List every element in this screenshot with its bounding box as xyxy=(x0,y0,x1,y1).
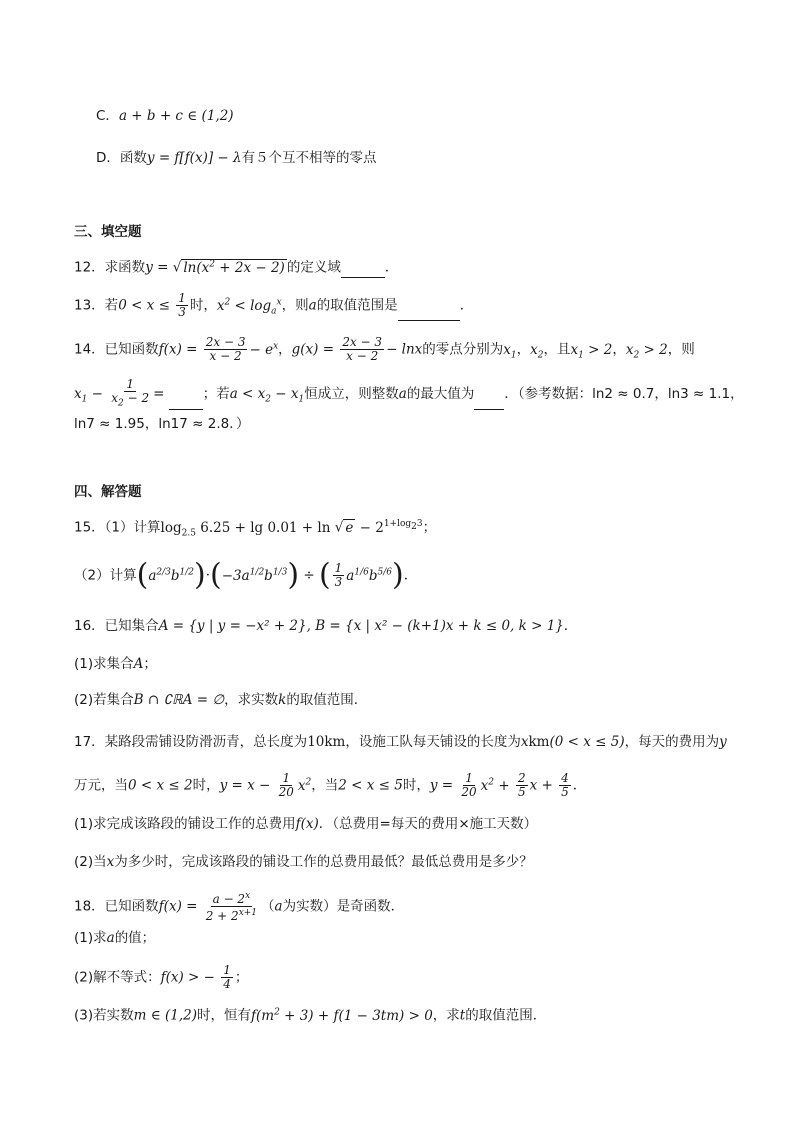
option-d: D．函数y = f[f(x)] − λ有５个互不相等的零点 xyxy=(96,150,377,166)
question-18: 18．已知函数f(x) = $\frac{a - 2^x}{2 + 2^{x+1}}$ （a为实数）是奇函数． xyxy=(74,891,405,923)
question-18-sub-1: (1)求a的值； xyxy=(74,930,156,946)
question-16-sub-1: (1)求集合A； xyxy=(74,656,157,672)
answer-blank xyxy=(169,395,203,410)
answer-blank xyxy=(341,263,385,278)
question-18-sub-2: (2)解不等式：f(x) > − $\frac{1}{4}$ ； xyxy=(74,963,249,991)
answer-blank xyxy=(474,395,504,410)
option-c: C．a + b + c ∈ (1,2) xyxy=(96,108,234,124)
question-16-sub-2: (2)若集合B ∩ ∁ℝA = ∅，求实数k的取值范围． xyxy=(74,692,368,708)
question-17-line-2: 万元，当0 < x ≤ 2时，y = x − $\frac{1}{20}$ $x^2$，当2 < x ≤ 5时，y = $\frac{1}{20}$ $x^2$ + $\frac{2}{5}$ x + $\frac{4}{5}$ . xyxy=(74,771,578,799)
answer-blank xyxy=(398,306,460,321)
question-17-sub-2: (2)当x为多少时，完成该路段的铺设工作的总费用最低？最低总费用是多少？ xyxy=(74,854,533,870)
question-17-sub-1: (1)求完成该路段的铺设工作的总费用f(x)．（总费用=每天的费用×施工天数） xyxy=(74,816,538,832)
question-15-part-1: 15．（1）计算$\log_{2.5} 6.25 + \lg 0.01 + \ln$ √ $e - 2^{1+log_23}$； xyxy=(74,519,437,539)
question-14-line-3: ln7 ≈ 1.95，ln17 ≈ 2.8．） xyxy=(74,416,250,432)
question-15-part-2: （2）计算$(a^{2/3}b^{1/2})\cdot(-3a^{1/2}b^{1/3})$ ÷ ( $\frac{1}{3}$ $a^{1/6}b^{5/6}$). xyxy=(74,557,408,593)
section-4-title: 四、解答题 xyxy=(74,484,142,500)
question-12: 12．求函数y = √ $\ln(x^2 + 2x - 2)$ 的定义域 ． xyxy=(74,259,399,276)
question-17: 17．某路段需铺设防滑沥青，总长度为10km，设施工队每天铺设的长度为xkm(0 < x ≤ 5)，每天的费用为y xyxy=(74,734,727,750)
section-3-title: 三、填空题 xyxy=(74,224,142,240)
question-16: 16．已知集合A = {y | y = −x² + 2}, B = {x | x² − (k+1)x + k ≤ 0, k > 1}． xyxy=(74,618,578,634)
question-13: 13．若0 < x ≤ $\frac{1}{3}$ 时，$x^2 < \log_a^x$，则a的取值范围是 ． xyxy=(74,292,473,321)
question-14-line-2: $x_1$ − $\frac{1}{x_2 - 2}$ = ；若$a < x_2 - x_1$恒成立，则整数a的最大值为 ．（参考数据：ln2 ≈ 0.7，ln3 ≈ 1.1， xyxy=(74,377,744,409)
question-18-sub-3: (3)若实数m ∈ (1,2)时，恒有$f(m^2 + 3) + f(1 - 3tm) > 0$，求t的取值范围． xyxy=(74,1007,547,1024)
question-14: 14．已知函数f(x) = $\frac{2x - 3}{x - 2}$ − $e^x$，g(x) = $\frac{2x - 3}{x - 2}$ − lnx的零点分别为$x_1$，$x_2$，且$x_1 > 2$，$x_2 > 2$，则 xyxy=(74,335,695,363)
